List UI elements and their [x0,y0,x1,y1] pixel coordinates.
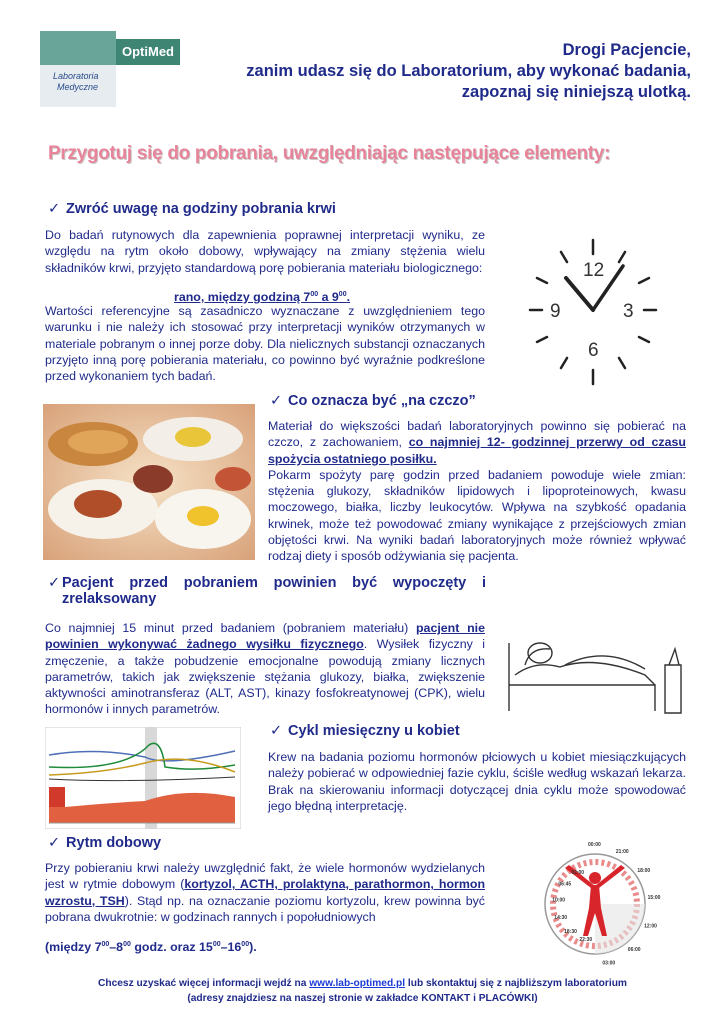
clock-time-label: 03:00 [602,960,616,967]
header-line2: zanim udasz się do Laboratorium, aby wykonać badania, [246,62,691,80]
section5-heading-text: Rytm dobowy [66,835,162,851]
logo-brand: OptiMed [122,44,174,59]
breakfast-photo [43,404,255,560]
header-line1: Drogi Pacjencie, [562,41,691,59]
footer-text: lub skontaktuj się z najbliższym laboratorium [407,978,627,989]
clock-tick [561,252,567,262]
nightstand [665,665,681,713]
section5-text-a: Przy pobieraniu krwi należy uwzględnić fakt, że wiele hormonów wydzielanych jest w rytmie dobowym ( [45,861,485,892]
time-text: –8 [109,940,124,955]
section5-text-emphasis: kortyzol, ACTH, prolaktyna, parathormon, hormon wzrostu, TSH [45,877,486,908]
section4-heading [270,723,460,739]
section5-heading [48,835,161,851]
sleeping-person-illustration [505,625,685,717]
section1-time: rano, między godziną $7^{00}$ a $9^{00}$. [174,290,351,305]
section5-text-b: ). Stąd np. na oznaczanie poziomu kortyzolu, krew powinna być pobrana dwukrotnie: w godzinach rannych i popołudniowych [45,893,485,924]
section2-text-emphasis: co najmniej 12- godzinnej przerwy od czasu spożycia ostatniego posiłku. [268,435,686,466]
clock-tick [537,337,547,342]
logo-line2: Medyczne [57,82,99,92]
checkmark-icon: ✓ [48,575,61,591]
clock-time-label: 10:00 [552,897,566,904]
logo-block [40,31,116,65]
clock-tick [537,278,547,283]
section1-para1: Do badań rutynowych dla zapewnienia poprawnej interpretacji wyniku, ze względu na rytm około dobowy, wpływający na zmiany stężenia wielu składników krwi, przyjęto standardową porę pobierania materiału biologicznego: [45,228,485,275]
clock-time-label: 02:00 [571,870,585,877]
footer-text: Chcesz uzyskać więcej informacji wejdź na [98,978,307,989]
section3-heading [48,575,486,607]
page-subtitle: Przygotuj się do pobrania, uwzględniając następujące elementy: [48,143,611,164]
section2-text [268,418,686,565]
section2-heading [270,393,476,409]
section3-text [45,620,485,718]
section2-text-a: Materiał do większości badań laboratoryjnych powinno się pobierać na czczo, z zachowaniem, [268,419,686,450]
time-text: ). [249,940,257,955]
circadian-clock-illustration [525,838,665,970]
clock-tick [619,252,625,262]
section5-time [45,937,257,955]
footer-line1 [0,978,725,989]
time-sup: 00 [310,291,319,298]
checkmark-icon: ✓ [48,835,61,851]
time-text: a 9 [318,290,339,305]
lamp [669,649,679,665]
clock-time-label: 21:00 [615,848,629,855]
clock-time-label: 06:45 [558,881,572,888]
section1-para2: Wartości referencyjne są zasadniczo wyznaczane z uwzględnieniem tego warunku i nie należy ich stosować przy interpretacji wyników otrzymanych w materiale pobranym o innej porze doby. Dla nielicznych substancji oznaczanych przyjęto inną porę pobierania materiału, co powinno być wyraźnie podkreślone przed wykonaniem tych badań. [45,304,485,384]
section2-heading-text: Co oznacza być „na czczo” [288,393,476,409]
checkmark-icon: ✓ [48,201,61,217]
section2-text-b: Pokarm spożyty parę godzin przed badaniem powoduje wiele zmian: stężenia glukozy, składników lipidowych i lipoproteinowych, kwasu moczowego, białka, liczby leukocytów. Wpływa na szybkość opadania krwinek, może też powodować zmiany wynikające z przejściowych zmian objętości krwi. Na wyniki badań laboratoryjnych może również wpływać rodzaj diety i sposób odżywiania się pacjenta. [268,467,686,564]
section3-text-emphasis: pacjent nie powinien wykonywać żadnego wysiłku fizycznego [45,621,485,652]
time-sup: 00 [212,941,221,948]
time-text: –16 [220,940,242,955]
section3-text-b: . Wysiłek fizyczny i zmęczenie, a także pobudzenie emocjonalne powodują zmiany licznych parametrów, takich jak zwiększenie stężania glukozy, białka, zwiększenie aktywności aminotransferaz (ALT, AST), kinazy fosfokreatynowej (CPK), wielu hormonów i innych parametrów. [45,637,486,717]
egg-yolk-shape [187,506,219,526]
time-sup: 00 [338,291,347,298]
clock-number-6: 6 [588,340,599,361]
time-sup: 00 [101,941,110,948]
clock-illustration [528,238,658,386]
section1-heading [48,201,336,217]
clock-time-label: 12:00 [644,923,657,930]
clock-hour-hand [566,278,593,310]
clock-number-9: 9 [550,301,561,322]
time-text: między 7 [49,940,102,955]
section3-heading-line1: Pacjent przed pobraniem powinien być wypoczęty i [62,575,486,591]
clock-time-label: 14:30 [554,914,568,921]
time-sup: 00 [123,941,131,948]
clock-time-label: 15:00 [647,894,661,901]
logo-line1: Laboratoria [53,71,99,81]
clock-number-3: 3 [623,301,634,322]
optimed-logo [40,31,180,107]
footer-line2: (adresy znajdziesz na naszej stronie w zakładce KONTAKT i PLACÓWKI) [187,993,538,1004]
header-line3: zapoznaj się niniejszą ulotką. [461,83,691,101]
clock-time-label: 22:30 [579,937,593,943]
time-sup: 00 [241,941,250,948]
clock-time-label: 00:00 [588,842,601,848]
section3-text-a: Co najmniej 15 minut przed badaniem (pobraniem materiału) [45,621,409,635]
clock-tick [639,337,649,342]
time-text: godz. oraz 15 [130,940,213,955]
section5-text [45,860,485,925]
section4-heading-text: Cykl miesięczny u kobiet [288,723,460,739]
clock-time-label: 18:30 [564,928,577,935]
clock-tick [561,358,567,368]
website-link[interactable]: www.lab-optimed.pl [309,978,406,989]
clock-tick [619,358,625,368]
section1-heading-text: Zwróć uwagę na godziny pobrania krwi [66,201,336,217]
blanket-line [515,663,655,686]
section4-text: Krew na badania poziomu hormonów płciowych u kobiet miesiączkujących należy pobierać w odpowiedniej fazie cyklu, ściśle według wskazań lekarza. Brak na skierowaniu informacji dotyczącej dnia cyklu może spowodować jego błędną interpretację. [268,750,686,813]
clock-tick [639,278,649,283]
page-header [191,40,691,103]
hormone-cycle-illustration [45,727,241,829]
section3-heading-line2: zrelaksowany [62,591,157,607]
time-text: ( [45,940,50,955]
clock-time-label: 06:00 [627,946,641,953]
checkmark-icon: ✓ [270,393,283,409]
checkmark-icon: ✓ [270,723,283,739]
clock-number-12: 12 [583,260,605,281]
clock-time-label: 18:00 [637,867,651,874]
time-text: rano, między godziną 7 [174,290,311,305]
